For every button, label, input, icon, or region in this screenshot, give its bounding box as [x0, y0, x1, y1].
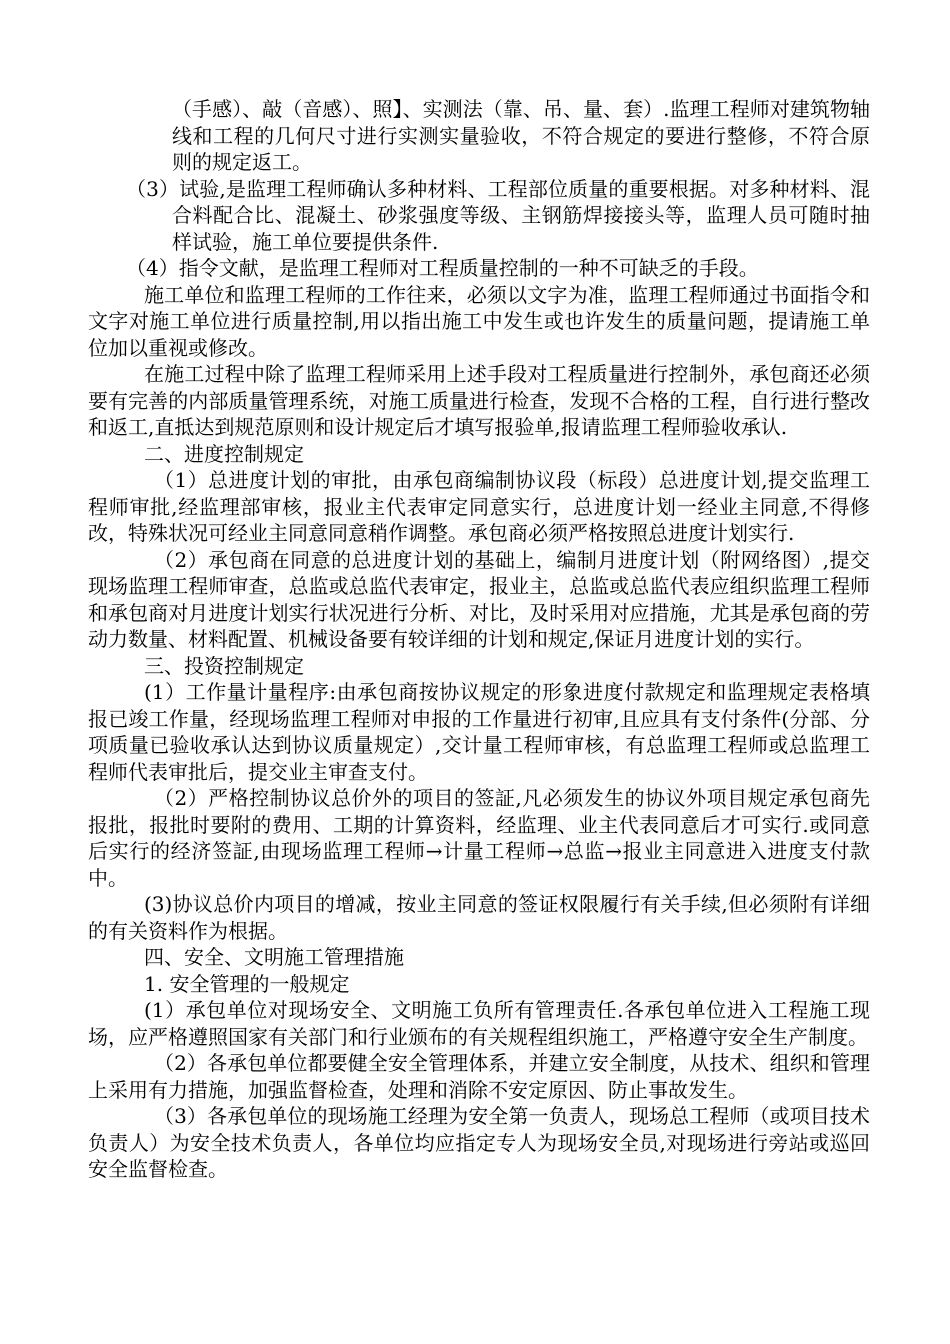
paragraph-safety-officers: （3）各承包单位的现场施工经理为安全第一负责人，现场总工程师（或项目技术负责人）为安全技术负责人，各单位均应指定专人为现场安全员,对现场进行旁站或巡回安全监督检查。 [88, 1104, 870, 1181]
list-item-testing: （3）试验,是监理工程师确认多种材料、工程部位质量的重要根据。对多种材料、混合料配合比、混凝土、砂浆强度等级、主钢筋焊接接头等，监理人员可随时抽样试验，施工单位要提供条件. [126, 176, 870, 254]
document-page [88, 96, 870, 1183]
subheading-general-safety-rules: 1. 安全管理的一般规定 [144, 971, 350, 996]
paragraph-contract-adjustments: (3)协议总价内项目的增减，按业主同意的签证权限履行有关手续,但必须附有详细的有关资料作为根据。 [88, 892, 870, 943]
paragraph-quantity-measurement: (1）工作量计量程序:由承包商按协议规定的形象进度付款规定和监理规定表格填报已竣工作量，经现场监理工程师对申报的工作量进行初审,且应具有支付条件(分部、分项质量已验收承认达到协议质量规定）,交计量工程师审核，有总监理工程师或总监理工程师代表审批后，提交业主审查支付。 [88, 680, 870, 784]
paragraph-safety-responsibility: (1）承包单位对现场安全、文明施工负所有管理责任.各承包单位进入工程施工现场，应严格遵照国家有关部门和行业颁布的有关规程组织施工，严格遵守安全生产制度。 [88, 998, 870, 1049]
paragraph-written-communication: 施工单位和监理工程师的工作往来，必须以文字为准，监理工程师通过书面指令和文字对施工单位进行质量控制,用以指出施工中发生或也许发生的质量问题，提请施工单位加以重视或修改。 [88, 282, 870, 360]
paragraph-contractor-quality-system: 在施工过程中除了监理工程师采用上述手段对工程质量进行控制外，承包商还必须要有完善的内部质量管理系统，对施工质量进行检查，发现不合格的工程，自行进行整改和返工,直抵达到规范原则和设计规定后才填写报验单,报请监理工程师验收承认. [88, 362, 870, 439]
paragraph-monthly-schedule: （2）承包商在同意的总进度计划的基础上，编制月进度计划（附网络图）,提交现场监理工程师审查，总监或总监代表审定，报业主，总监或总监代表应组织监理工程师和承包商对月进度计划实行状况进行分析、对比，及时采用对应措施，尤其是承包商的劳动力数量、材料配置、机械设备要有较详细的计划和规定,保证月进度计划的实行。 [88, 547, 870, 651]
section-heading-cost-control: 三、投资控制规定 [144, 653, 304, 678]
paragraph-master-schedule-approval: （1）总进度计划的审批，由承包商编制协议段（标段）总进度计划,提交监理工程师审批,经监理部审核，报业主代表审定同意实行，总进度计划一经业主同意,不得修改，特殊状况可经业主同意同意稍作调整。承包商必须严格按照总进度计划实行. [88, 468, 870, 545]
paragraph-change-orders: （2）严格控制协议总价外的项目的签証,凡必须发生的协议外项目规定承包商先报批，报批时要附的费用、工期的计算资料，经监理、业主代表同意后才可实行.或同意后实行的经济签証,由现场监理工程师→计量工程师→总监→报业主同意进入进度支付款中。 [88, 786, 870, 890]
paragraph-inspection-methods: （手感）、敲（音感）、照】、实测法（靠、吊、量、套）.监理工程师对建筑物轴线和工程的几何尺寸进行实测实量验收，不符合规定的要进行整修，不符合原则的规定返工。 [172, 97, 870, 174]
section-heading-safety-management: 四、安全、文明施工管理措施 [144, 945, 404, 969]
section-heading-schedule-control: 二、进度控制规定 [144, 441, 304, 466]
list-item-instruction-documents: （4）指令文献，是监理工程师对工程质量控制的一种不可缺乏的手段。 [126, 256, 759, 280]
paragraph-safety-system: （2）各承包单位都要健全安全管理体系，并建立安全制度，从技术、组织和管理上采用有力措施，加强监督检查，处理和消除不安定原因、防止事故发生。 [88, 1051, 870, 1102]
